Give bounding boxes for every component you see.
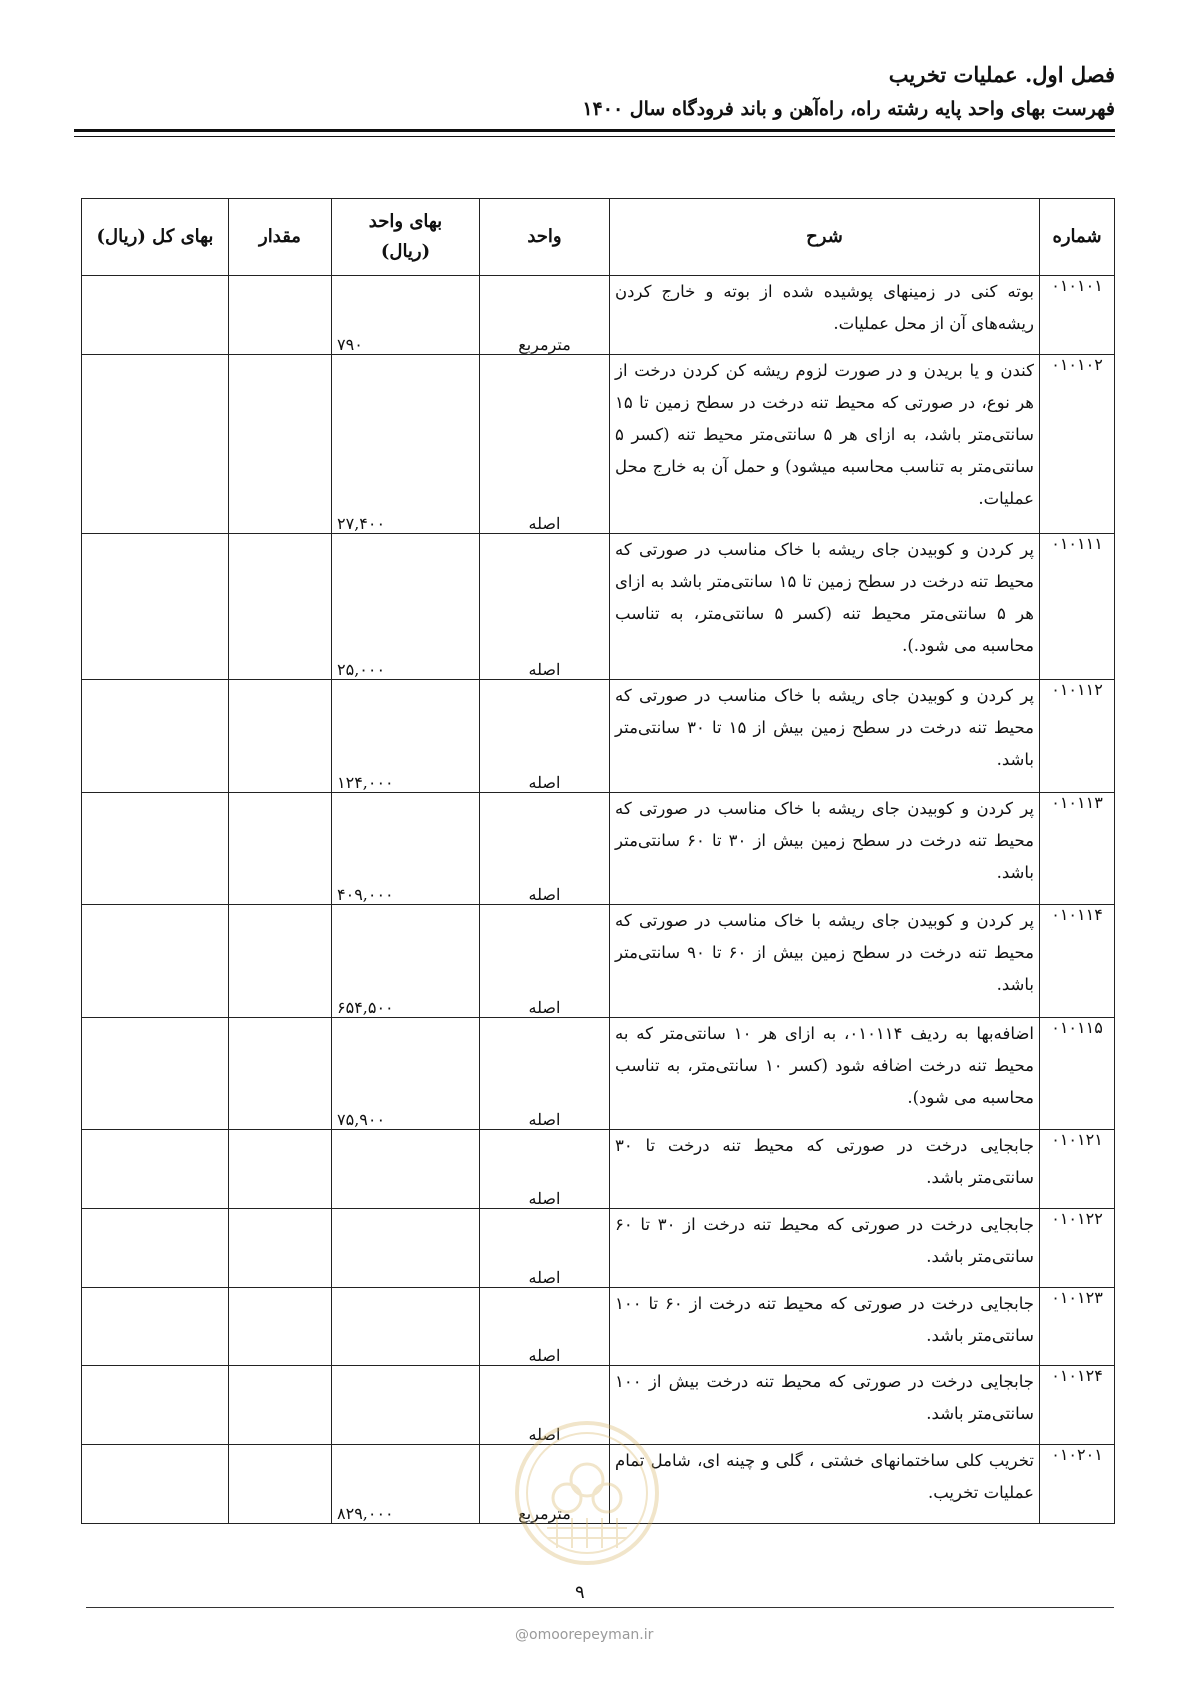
table-row [82, 1209, 1115, 1288]
row-description: پر کردن و کوبیدن جای ریشه با خاک مناسب در صورتی که محیط تنه درخت در سطح زمین تا ۱۵ سانتی‌متر باشد به ازای هر ۵ سانتی‌متر محیط تنه (کسر ۵ سانتی‌متر، به تناسب محاسبه می شود.). [610, 534, 1040, 680]
row-quantity [229, 1209, 332, 1288]
row-description: اضافه‌بها به ردیف ۰۱۰۱۱۴، به ازای هر ۱۰ سانتی‌متر که به محیط تنه درخت اضافه شود (کسر ۱۰ سانتی‌متر، به تناسب محاسبه می شود). [610, 1018, 1040, 1130]
table-row [82, 355, 1115, 534]
table-row [82, 1018, 1115, 1130]
row-unit-price: ۴۰۹,۰۰۰ [332, 793, 480, 905]
row-quantity [229, 534, 332, 680]
footer-rule [86, 1607, 1114, 1608]
column-header-code: شماره [1040, 199, 1115, 276]
row-quantity [229, 1288, 332, 1366]
row-unit-price: ۲۷,۴۰۰ [332, 355, 480, 534]
page-number: ۹ [575, 1582, 585, 1603]
row-unit: اصله [480, 1288, 610, 1366]
row-code: ۰۱۰۱۱۱ [1040, 534, 1115, 680]
table-row [82, 680, 1115, 793]
column-header-description: شرح [610, 199, 1040, 276]
row-quantity [229, 1366, 332, 1445]
row-description: بوته کنی در زمینهای پوشیده شده از بوته و خارج کردن ریشه‌های آن از محل عملیات. [610, 276, 1040, 355]
table-row [82, 793, 1115, 905]
row-quantity [229, 1130, 332, 1209]
price-list-table [81, 198, 1115, 1524]
row-quantity [229, 680, 332, 793]
row-code: ۰۱۰۱۰۲ [1040, 355, 1115, 534]
row-description: پر کردن و کوبیدن جای ریشه با خاک مناسب در صورتی که محیط تنه درخت در سطح زمین بیش از ۳۰ تا ۶۰ سانتی‌متر باشد. [610, 793, 1040, 905]
website-watermark: @omoorepeyman.ir [515, 1627, 654, 1643]
row-total-price [82, 355, 229, 534]
row-description: جابجایی درخت در صورتی که محیط تنه درخت از ۳۰ تا ۶۰ سانتی‌متر باشد. [610, 1209, 1040, 1288]
row-unit-price: ۸۲۹,۰۰۰ [332, 1445, 480, 1524]
row-unit: مترمربع [480, 1445, 610, 1524]
table-row [82, 905, 1115, 1018]
chapter-title: فصل اول. عملیات تخریب [888, 62, 1115, 87]
row-total-price [82, 1209, 229, 1288]
row-code: ۰۱۰۱۰۱ [1040, 276, 1115, 355]
page-header [74, 58, 1115, 126]
row-unit-price [332, 1130, 480, 1209]
table-row [82, 534, 1115, 680]
row-total-price [82, 1366, 229, 1445]
row-unit: اصله [480, 534, 610, 680]
row-unit-price: ۲۵,۰۰۰ [332, 534, 480, 680]
header-rule-thick [74, 129, 1115, 132]
row-unit-price [332, 1209, 480, 1288]
row-code: ۰۱۰۱۱۴ [1040, 905, 1115, 1018]
row-code: ۰۱۰۱۲۴ [1040, 1366, 1115, 1445]
table-row [82, 1130, 1115, 1209]
column-header-unit-price: بهای واحد (ریال) [332, 199, 480, 276]
row-unit-price: ۶۵۴,۵۰۰ [332, 905, 480, 1018]
header-rule-thin [74, 136, 1115, 137]
row-total-price [82, 680, 229, 793]
row-description: پر کردن و کوبیدن جای ریشه با خاک مناسب در صورتی که محیط تنه درخت در سطح زمین بیش از ۶۰ تا ۹۰ سانتی‌متر باشد. [610, 905, 1040, 1018]
row-quantity [229, 793, 332, 905]
row-total-price [82, 1018, 229, 1130]
row-unit: اصله [480, 1366, 610, 1445]
row-total-price [82, 793, 229, 905]
row-code: ۰۱۰۱۲۱ [1040, 1130, 1115, 1209]
table-header-row [82, 199, 1115, 276]
row-total-price [82, 1288, 229, 1366]
row-description: تخریب کلی ساختمانهای خشتی ، گلی و چینه ای، شامل تمام عملیات تخریب. [610, 1445, 1040, 1524]
row-unit: اصله [480, 1130, 610, 1209]
row-unit: اصله [480, 680, 610, 793]
row-total-price [82, 1445, 229, 1524]
row-code: ۰۱۰۱۱۳ [1040, 793, 1115, 905]
row-total-price [82, 534, 229, 680]
row-description: پر کردن و کوبیدن جای ریشه با خاک مناسب در صورتی که محیط تنه درخت در سطح زمین بیش از ۱۵ تا ۳۰ سانتی‌متر باشد. [610, 680, 1040, 793]
row-unit-price [332, 1288, 480, 1366]
row-unit-price [332, 1366, 480, 1445]
column-header-quantity: مقدار [229, 199, 332, 276]
row-quantity [229, 905, 332, 1018]
column-header-unit: واحد [480, 199, 610, 276]
row-quantity [229, 355, 332, 534]
row-unit: اصله [480, 1018, 610, 1130]
row-total-price [82, 1130, 229, 1209]
seal-watermark-icon [512, 1418, 662, 1568]
table-row [82, 1288, 1115, 1366]
row-code: ۰۱۰۲۰۱ [1040, 1445, 1115, 1524]
row-unit: اصله [480, 1209, 610, 1288]
row-unit-price: ۷۹۰ [332, 276, 480, 355]
row-description: جابجایی درخت در صورتی که محیط تنه درخت بیش از ۱۰۰ سانتی‌متر باشد. [610, 1366, 1040, 1445]
row-total-price [82, 276, 229, 355]
row-unit-price: ۱۲۴,۰۰۰ [332, 680, 480, 793]
row-code: ۰۱۰۱۲۲ [1040, 1209, 1115, 1288]
row-description: کندن و یا بریدن و در صورت لزوم ریشه کن کردن درخت از هر نوع، در صورتی که محیط تنه درخت در سطح زمین تا ۱۵ سانتی‌متر باشد، به ازای هر ۵ سانتی‌متر محیط تنه (کسر ۵ سانتی‌متر به تناسب محاسبه میشود) و حمل آن به خارج محل عملیات. [610, 355, 1040, 534]
row-quantity [229, 1445, 332, 1524]
row-unit: اصله [480, 355, 610, 534]
row-total-price [82, 905, 229, 1018]
table-row [82, 276, 1115, 355]
row-code: ۰۱۰۱۱۵ [1040, 1018, 1115, 1130]
row-description: جابجایی درخت در صورتی که محیط تنه درخت تا ۳۰ سانتی‌متر باشد. [610, 1130, 1040, 1209]
document-subtitle: فهرست بهای واحد پایه رشته راه، راه‌آهن و باند فرودگاه سال ۱۴۰۰ [582, 98, 1115, 120]
row-code: ۰۱۰۱۱۲ [1040, 680, 1115, 793]
row-unit: اصله [480, 905, 610, 1018]
row-quantity [229, 276, 332, 355]
row-code: ۰۱۰۱۲۳ [1040, 1288, 1115, 1366]
column-header-total-price: بهای کل (ریال) [82, 199, 229, 276]
row-unit: مترمربع [480, 276, 610, 355]
row-description: جابجایی درخت در صورتی که محیط تنه درخت از ۶۰ تا ۱۰۰ سانتی‌متر باشد. [610, 1288, 1040, 1366]
row-unit-price: ۷۵,۹۰۰ [332, 1018, 480, 1130]
row-quantity [229, 1018, 332, 1130]
row-unit: اصله [480, 793, 610, 905]
